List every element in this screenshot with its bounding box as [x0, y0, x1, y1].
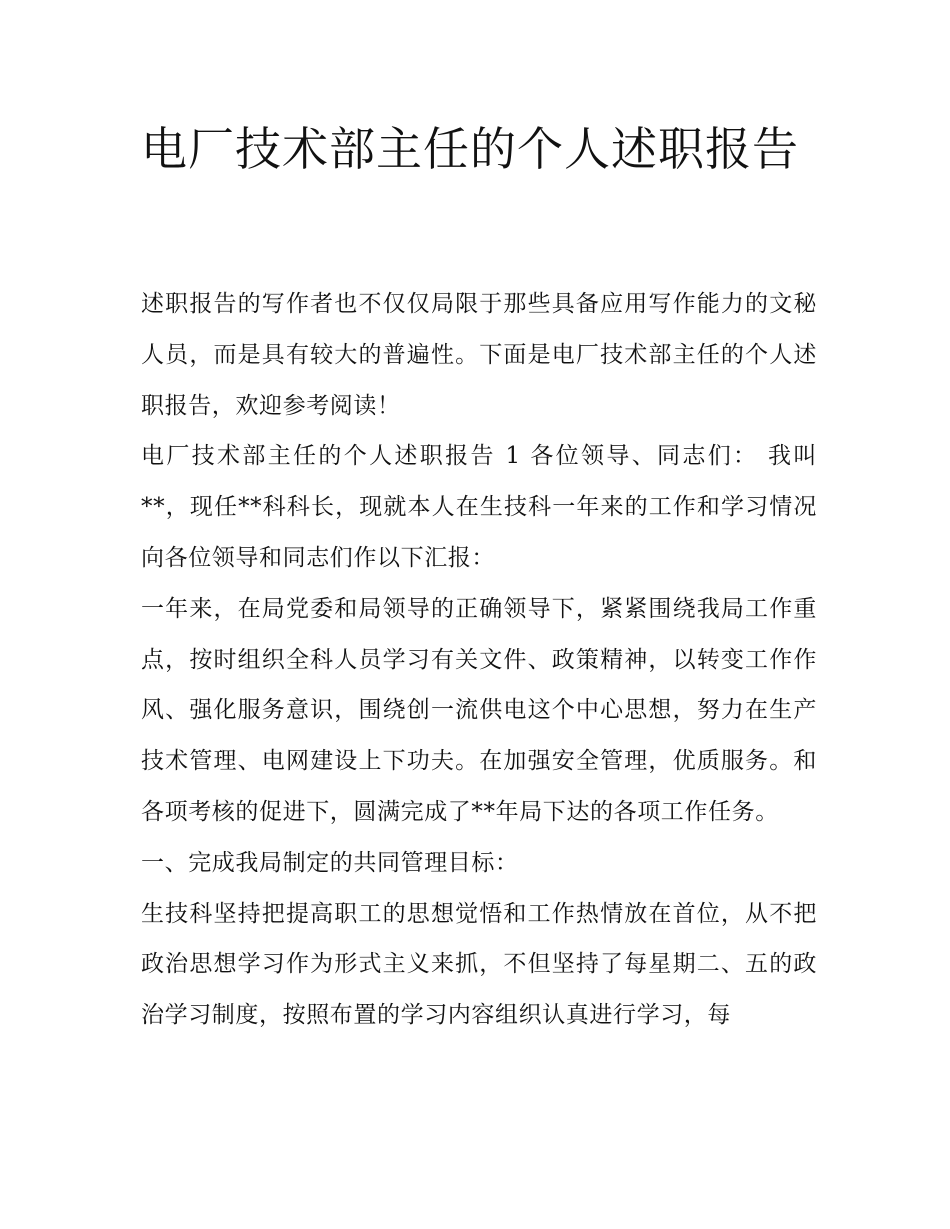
paragraph-greeting: 电厂技术部主任的个人述职报告 1 各位领导、同志们： 我叫**，现任**科科长，现就本人在生技科一年来的工作和学习情况向各位领导和同志们作以下汇报：	[141, 443, 817, 571]
section-heading: 一、完成我局制定的共同管理目标：	[141, 849, 519, 876]
paragraph-section-body: 生技科坚持把提高职工的思想觉悟和工作热情放在首位，从不把政治思想学习作为形式主义来抓，不但坚持了每星期二、五的政治学习制度，按照布置的学习内容组织认真进行学习，每	[141, 900, 817, 1029]
paragraph-intro: 述职报告的写作者也不仅仅局限于那些具备应用写作能力的文秘人员，而是具有较大的普遍性。下面是电厂技术部主任的个人述职报告，欢迎参考阅读！	[141, 291, 817, 419]
paragraph-summary: 一年来，在局党委和局领导的正确领导下，紧紧围绕我局工作重点，按时组织全科人员学习有关文件、政策精神，以转变工作作风、强化服务意识，围绕创一流供电这个中心思想，努力在生产技术管理、电网建设上下功夫。在加强安全管理，优质服务。和各项考核的促进下，圆满完成了**年局下达的各项工作任务。	[141, 595, 817, 825]
document-title: 电厂技术部主任的个人述职报告	[141, 122, 799, 176]
document-body	[141, 279, 817, 1041]
